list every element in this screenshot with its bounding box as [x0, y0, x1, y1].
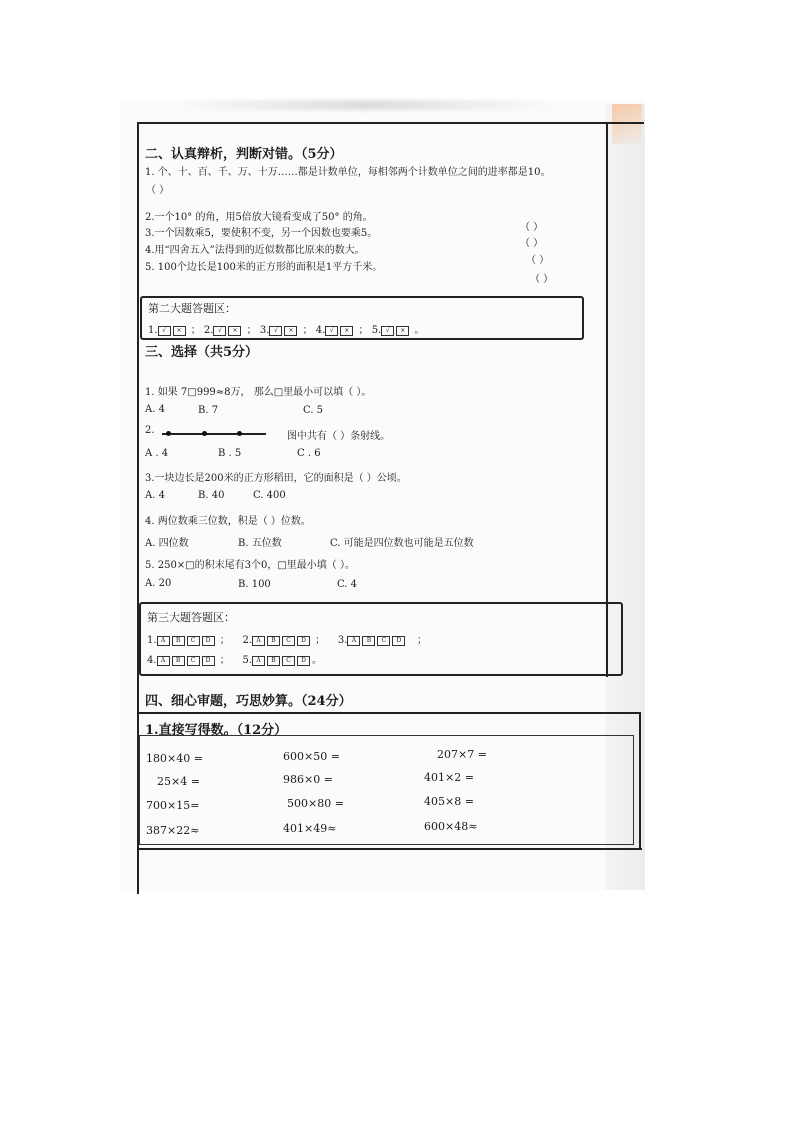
section3-q1-opt-a: A. 4 — [145, 404, 165, 415]
calc-item: 25×4 = — [157, 775, 200, 788]
section3-q2-opt-b: B . 5 — [218, 448, 242, 459]
sep: ； — [302, 325, 313, 336]
section2-q4: 4.用“四舍五入”法得到的近似数都比原来的数大。 — [145, 245, 365, 256]
section4-title: 四、细心审题，巧思妙算。（24分） — [145, 694, 352, 709]
calc-item: 401×2 = — [424, 771, 474, 784]
section3-q3-opt-b: B. 40 — [198, 490, 225, 501]
section3-q5-opt-c: C. 4 — [337, 579, 358, 590]
section3-answer-row2: 4. A B C D ； 5. A B C D 。 — [147, 655, 322, 666]
option-a[interactable]: A — [252, 656, 265, 666]
section3-q1: 1. 如果 7□999≈8万， 那么□里最小可以填（ ）。 — [145, 387, 372, 398]
section2-q1: 1. 个、十、百、千、万、十万……都是计数单位，每相邻两个计数单位之间的进率都是10。 — [145, 167, 551, 178]
section3-q5-opt-a: A. 20 — [145, 578, 172, 589]
cross-option[interactable]: × — [173, 326, 186, 336]
answer-num: 3. — [337, 635, 348, 646]
calc-item: 405×8 = — [424, 795, 474, 808]
calc-item: 387×22≈ — [146, 824, 200, 837]
section3-q4-opt-a: A. 四位数 — [145, 538, 189, 549]
option-c[interactable]: C — [187, 656, 200, 666]
option-d[interactable]: D — [392, 636, 405, 646]
section3-q4-opt-b: B. 五位数 — [238, 538, 282, 549]
end-mark: 。 — [414, 325, 425, 336]
option-b[interactable]: B — [267, 636, 280, 646]
scan-smudge — [175, 100, 555, 110]
option-b[interactable]: B — [172, 656, 185, 666]
section2-q5-paren: （ ） — [530, 274, 554, 285]
ray-line-figure — [162, 433, 266, 435]
section2-answer-title: 第二大题答题区： — [148, 302, 236, 315]
section3-q5: 5. 250×□的积末尾有3个0，□里最小填（ ）。 — [145, 560, 355, 571]
sep: ； — [246, 325, 257, 336]
section3-title: 三、选择（共5分） — [145, 345, 259, 360]
section3-q3: 3.一块边长是200米的正方形稻田，它的面积是（ ）公顷。 — [145, 473, 407, 484]
section3-answer-title: 第三大题答题区： — [147, 611, 235, 624]
section2-q2: 2.一个10° 的角，用5倍放大镜看变成了50° 的角。 — [145, 212, 373, 223]
answer-num: 2. — [242, 635, 252, 646]
calc-item: 600×48≈ — [424, 820, 478, 833]
section3-q3-opt-a: A. 4 — [145, 490, 165, 501]
sep: ； — [190, 325, 201, 336]
section3-q2-text: 图中共有（ ）条射线。 — [287, 431, 391, 442]
option-d[interactable]: D — [297, 656, 310, 666]
check-option[interactable]: √ — [158, 326, 171, 336]
option-c[interactable]: C — [282, 636, 295, 646]
section2-q3: 3.一个因数乘5，要使积不变，另一个因数也要乘5。 — [145, 228, 378, 239]
check-option[interactable]: √ — [325, 326, 338, 336]
section3-q2-opt-a: A . 4 — [145, 448, 169, 459]
calc-item: 500×80 = — [287, 797, 344, 810]
option-d[interactable]: D — [202, 656, 215, 666]
answer-num: 5. — [371, 325, 382, 336]
section3-q2-num: 2. — [145, 425, 155, 436]
calc-box — [139, 735, 634, 845]
answer-num: 5. — [242, 655, 252, 666]
page-frame-right — [606, 122, 608, 677]
section3-q5-opt-b: B. 100 — [238, 579, 271, 590]
option-d[interactable]: D — [202, 636, 215, 646]
section3-answer-row1: 1. A B C D ； 2. A B C D ； 3. A B C D ； — [147, 635, 427, 646]
option-d[interactable]: D — [297, 636, 310, 646]
section2-q2-paren: （ ） — [520, 222, 544, 233]
sep: ； — [358, 325, 369, 336]
option-c[interactable]: C — [187, 636, 200, 646]
option-a[interactable]: A — [157, 636, 170, 646]
section3-q3-opt-c: C. 400 — [253, 490, 286, 501]
cross-option[interactable]: × — [284, 326, 297, 336]
calc-item: 600×50 = — [283, 750, 340, 763]
answer-num: 4. — [315, 325, 326, 336]
section3-q1-opt-c: C. 5 — [303, 405, 324, 416]
section3-q2-opt-c: C . 6 — [297, 448, 321, 459]
answer-num: 4. — [147, 655, 157, 666]
section2-answer-row — [148, 321, 424, 336]
check-option[interactable]: √ — [381, 326, 394, 336]
section2-q5: 5. 100个边长是100米的正方形的面积是1平方千米。 — [145, 262, 383, 273]
calc-item: 401×49≈ — [283, 822, 337, 835]
section2-q1-paren: （ ） — [146, 185, 170, 196]
ray-point — [237, 431, 242, 436]
cross-option[interactable]: × — [340, 326, 353, 336]
section4-subtitle: 1.直接写得数。（12分） — [145, 723, 288, 738]
calc-item: 180×40 = — [146, 752, 203, 765]
section3-q4: 4. 两位数乘三位数，积是（ ）位数。 — [145, 516, 311, 527]
option-a[interactable]: A — [347, 636, 360, 646]
check-option[interactable]: √ — [213, 326, 226, 336]
answer-num: 1. — [148, 325, 158, 336]
ray-point — [202, 431, 207, 436]
calc-item: 986×0 = — [283, 773, 333, 786]
answer-num: 2. — [203, 325, 214, 336]
answer-num: 1. — [147, 635, 157, 646]
option-a[interactable]: A — [157, 656, 170, 666]
ray-point — [166, 431, 171, 436]
check-option[interactable]: √ — [269, 326, 282, 336]
cross-option[interactable]: × — [228, 326, 241, 336]
option-c[interactable]: C — [377, 636, 390, 646]
option-b[interactable]: B — [362, 636, 375, 646]
option-b[interactable]: B — [172, 636, 185, 646]
answer-num: 3. — [259, 325, 270, 336]
option-c[interactable]: C — [282, 656, 295, 666]
option-a[interactable]: A — [252, 636, 265, 646]
section3-q4-opt-c: C. 可能是四位数也可能是五位数 — [330, 538, 474, 549]
calc-item: 700×15= — [146, 799, 200, 812]
calc-item: 207×7 = — [437, 748, 487, 761]
section2-title: 二、认真辩析，判断对错。（5分） — [145, 147, 343, 162]
section2-q3-paren: （ ） — [520, 238, 544, 249]
cross-option[interactable]: × — [396, 326, 409, 336]
option-b[interactable]: B — [267, 656, 280, 666]
section3-q1-opt-b: B. 7 — [198, 405, 219, 416]
section2-q4-paren: （ ） — [526, 255, 550, 266]
